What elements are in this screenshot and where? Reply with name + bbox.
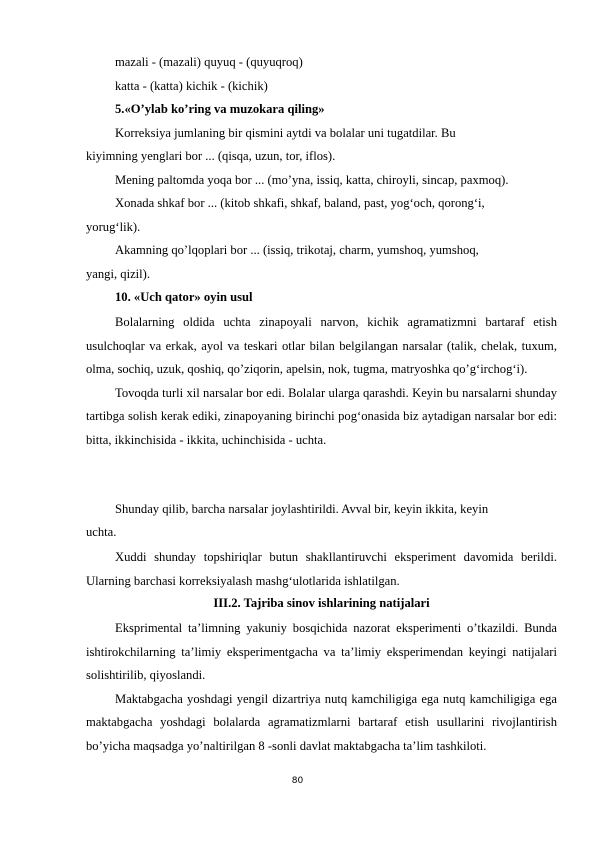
body-paragraphs xyxy=(86,617,557,758)
section-heading: III.2. Tajriba sinov ishlarining natijalari xyxy=(213,596,430,610)
text-line: mazali - (mazali) quyuq - (quyuqroq) xyxy=(115,55,303,69)
paragraph: Bolalarning oldida uchta zinapoyali narvon, kichik agramatizmni bartaraf etish usulchoqlar va erkak, ayol va teskari otlar bilan belgilangan narsalar (talik, chelak, tuxum, olma, sochiq, uzuk, qoshiq, qo’ziqorin, apelsin, nok, tugma, matryoshka qo’g‘irchog‘i). xyxy=(86,315,557,376)
exercise-heading: 10. «Uch qator» oyin usul xyxy=(115,290,253,304)
text-line: Mening paltomda yoqa bor ... (mo’yna, issiq, katta, chiroyli, sincap, paxmoq). xyxy=(115,173,509,187)
text-line: Xonada shkaf bor ... (kitob shkafi, shkaf, baland, past, yog‘och, qorong‘i, xyxy=(115,196,485,210)
text-line: kiyimning yenglari bor ... (qisqa, uzun, tor, iflos). xyxy=(86,149,336,163)
paragraph: Xuddi shunday topshiriqlar butun shakllantiruvchi eksperiment davomida berildi. Ularning barchasi korreksiyalash mashg‘ulotlarida ishlatilgan. xyxy=(86,550,557,588)
paragraph: Tovoqda turli xil narsalar bor edi. Bolalar ularga qarashdi. Keyin bu narsalarni shunday tartibga solish kerak ediki, zinapoyaning birinchi pog‘onasida biz aytadigan narsalar bor edi: bitta, ikkinchisida - ikkita, uchinchisida - uchta. xyxy=(86,385,557,447)
text-line: uchta. xyxy=(86,525,117,539)
paragraph: Eksprimental ta’limning yakuniy bosqichida nazorat eksperimenti o’tkazildi. Bunda ishtirokchilarning ta’limiy eksperimentgacha va ta’limiy eksperimendan keyingi natijalari solishtirilib, qiyoslandi. xyxy=(86,621,557,682)
text-line: Akamning qo’lqoplari bor ... (issiq, trikotaj, charm, yumshoq, yumshoq, xyxy=(115,243,479,257)
body-paragraphs xyxy=(86,311,557,452)
text-line: Korreksiya jumlaning bir qismini aytdi va bolalar uni tugatdilar. Bu xyxy=(115,126,456,140)
exercise-heading: 5.«O’ylab ko’ring va muzokara qiling» xyxy=(115,102,325,116)
page-number: 80 xyxy=(291,776,304,786)
paragraph: Maktabgacha yoshdagi yengil dizartriya nutq kamchiligiga ega nutq kamchiligiga ega maktabgacha yoshdagi bolalarda agramatizmlarni bartaraf etish usullarini rivojlantirish bo’yicha maqsadga yo’naltirilgan 8 -sonli davlat maktabgacha ta’lim tashkiloti. xyxy=(86,691,557,753)
text-line: Shunday qilib, barcha narsalar joylashtirildi. Avval bir, keyin ikkita, keyin xyxy=(115,502,489,516)
text-line: yorug‘lik). xyxy=(86,220,141,234)
body-paragraphs xyxy=(86,546,557,593)
text-line: yangi, qizil). xyxy=(86,267,151,281)
text-line: katta - (katta) kichik - (kichik) xyxy=(115,79,268,93)
